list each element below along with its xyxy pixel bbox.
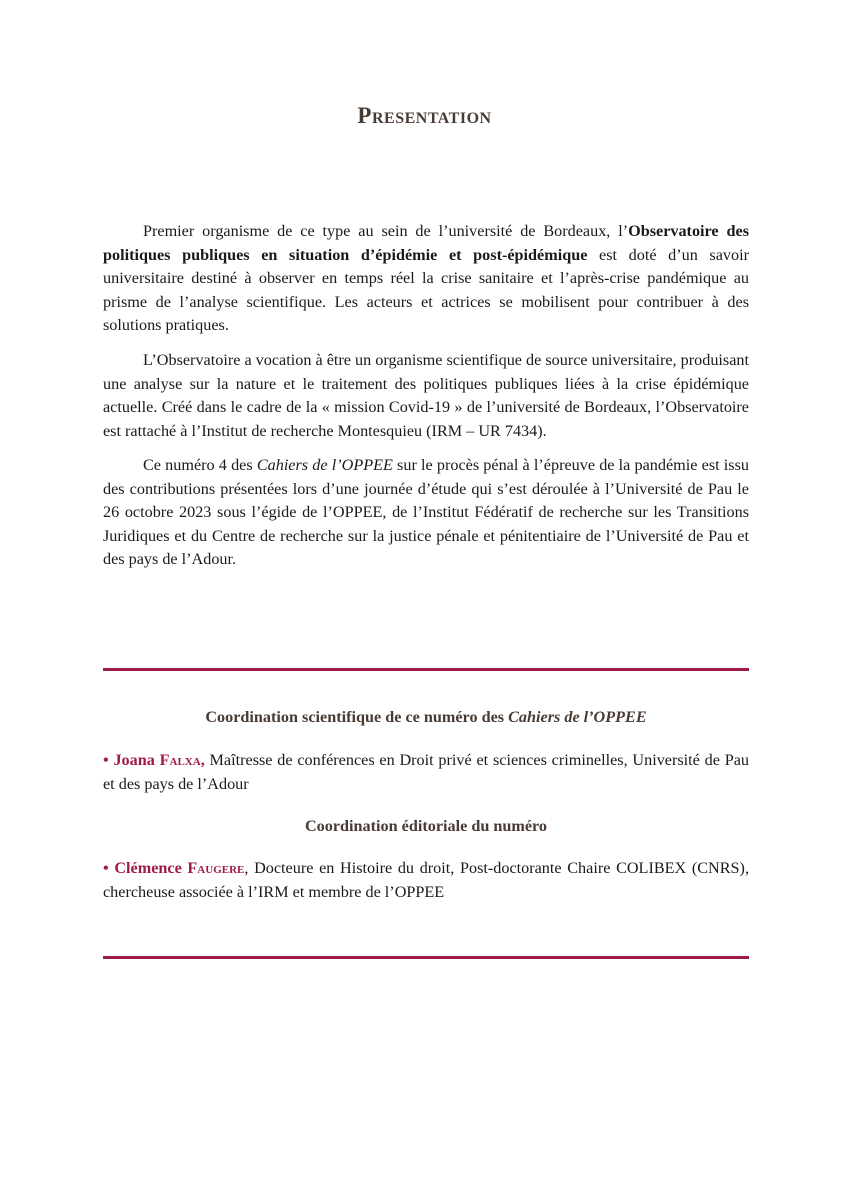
scientific-coordinator-first-name: • Joana <box>103 751 160 769</box>
editorial-coordinator-last-name: Faugere <box>187 859 245 877</box>
paragraph-mission-text: L’Observatoire a vocation à être un organisme scientifique de source universitaire, produisant une analyse sur la nature et le traitement des politiques publiques liées à la crise épidémique actuelle. Créé dans le cadre de la « mission Covid-19 » de l’université de Bordeaux, l’Observatoire est rattaché à l’Institut de recherche Montesquieu (IRM – UR 7434). <box>103 351 749 440</box>
paragraph-intro <box>103 220 749 338</box>
paragraph-mission <box>103 349 749 443</box>
divider-bottom <box>103 956 749 959</box>
scientific-coordinator-name <box>103 751 205 769</box>
scientific-coordinator-last-name: Falxa, <box>159 751 205 769</box>
editorial-coordinator <box>103 857 749 904</box>
scientific-heading-text: Coordination scientifique de ce numéro des <box>205 708 509 726</box>
scientific-heading-italic: Cahiers de l’OPPEE <box>508 708 647 726</box>
paragraph-issue-text: Ce numéro 4 des <box>143 456 257 474</box>
divider-top <box>103 668 749 671</box>
paragraph-issue <box>103 454 749 572</box>
editorial-coordinator-name <box>103 859 244 877</box>
paragraph-issue-text-end: sur le procès pénal à l’épreuve de la pandémie est issu des contributions présentées lors d’une journée d’étude qui s’est déroulée à l’Université de Pau le 26 octobre 2023 sous l’égide de l’OPPEE, de l’Institut Fédératif de recherche sur les Transitions Juridiques et du Centre de recherche sur la justice pénale et pénitentiaire de l’Université de Pau et des pays de l’Adour. <box>103 456 749 568</box>
paragraph-intro-text: Premier organisme de ce type au sein de l’université de Bordeaux, l’ <box>143 222 629 240</box>
editorial-coordinator-role: , Docteure en Histoire du droit, Post-doctorante Chaire COLIBEX (CNRS), chercheuse associée à l’IRM et membre de l’OPPEE <box>103 859 749 901</box>
editorial-coordinator-first-name: • Clémence <box>103 859 188 877</box>
scientific-coordination-heading <box>103 708 749 727</box>
observatoire-name: Observatoire des politiques publiques en situation d’épidémie et post-épidémique <box>103 222 749 264</box>
scientific-coordinator-role: Maîtresse de conférences en Droit privé et sciences criminelles, Université de Pau et des pays de l’Adour <box>103 751 750 793</box>
cahiers-title: Cahiers de l’OPPEE <box>256 456 393 474</box>
editorial-coordination-heading: Coordination éditoriale du numéro <box>304 817 548 835</box>
scientific-coordinator <box>103 749 749 796</box>
page-title: Presentation <box>357 103 492 128</box>
paragraph-intro-text-end: est doté d’un savoir universitaire destiné à observer en temps réel la crise sanitaire et l’après-crise pandémique au prisme de l’analyse scientifique. Les acteurs et actrices se mobilisent pour contribuer à des solutions pratiques. <box>103 245 749 334</box>
